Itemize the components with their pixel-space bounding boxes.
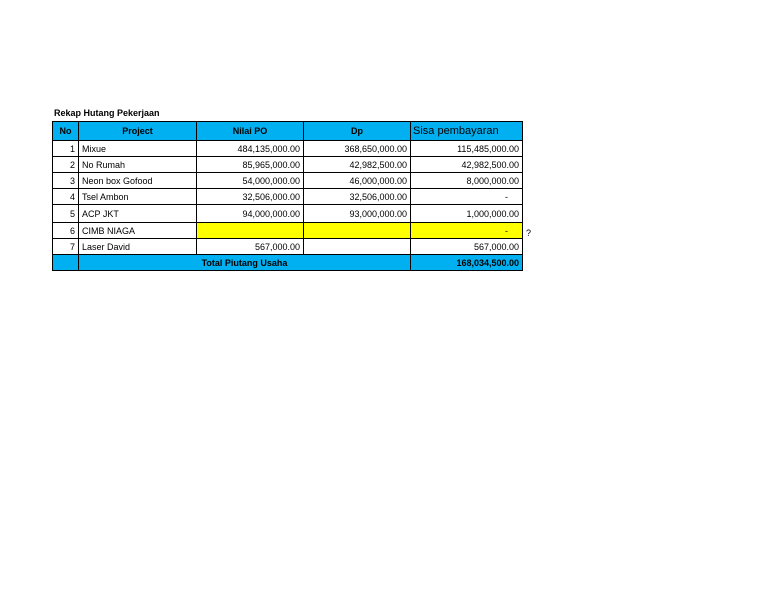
table-row <box>53 173 523 189</box>
cell-project[interactable]: ACP JKT <box>79 205 197 223</box>
cell-nilai-po[interactable]: 85,965,000.00 <box>197 157 304 173</box>
total-row <box>53 255 523 271</box>
table-row <box>53 223 523 239</box>
table-row <box>53 239 523 255</box>
cell-dp[interactable]: 42,982,500.00 <box>304 157 411 173</box>
cell-nilai-po[interactable]: 32,506,000.00 <box>197 189 304 205</box>
cell-no[interactable]: 5 <box>53 205 79 223</box>
cell-dp[interactable] <box>304 239 411 255</box>
total-empty-cell[interactable] <box>53 255 79 271</box>
header-sisa-pembayaran[interactable]: Sisa pembayaran <box>411 122 523 141</box>
table-row <box>53 205 523 223</box>
cell-sisa[interactable]: 567,000.00 <box>411 239 523 255</box>
cell-nilai-po[interactable] <box>197 223 304 239</box>
total-value[interactable]: 168,034,500.00 <box>411 255 523 271</box>
cell-dp[interactable]: 46,000,000.00 <box>304 173 411 189</box>
cell-sisa[interactable]: 115,485,000.00 <box>411 141 523 157</box>
cell-no[interactable]: 1 <box>53 141 79 157</box>
cell-sisa[interactable]: 42,982,500.00 <box>411 157 523 173</box>
cell-project[interactable]: Mixue <box>79 141 197 157</box>
cell-sisa[interactable]: - <box>411 223 523 239</box>
cell-project[interactable]: Laser David <box>79 239 197 255</box>
cell-sisa[interactable]: 8,000,000.00 <box>411 173 523 189</box>
cell-project[interactable]: Tsel Ambon <box>79 189 197 205</box>
cell-dp[interactable]: 32,506,000.00 <box>304 189 411 205</box>
table-row <box>53 189 523 205</box>
cell-no[interactable]: 2 <box>53 157 79 173</box>
cell-nilai-po[interactable]: 94,000,000.00 <box>197 205 304 223</box>
cell-project[interactable]: No Rumah <box>79 157 197 173</box>
cell-dp[interactable]: 93,000,000.00 <box>304 205 411 223</box>
header-project[interactable]: Project <box>79 122 197 141</box>
side-note: ? <box>526 228 532 238</box>
cell-nilai-po[interactable]: 567,000.00 <box>197 239 304 255</box>
cell-dp[interactable] <box>304 223 411 239</box>
total-label[interactable]: Total Piutang Usaha <box>79 255 411 271</box>
cell-no[interactable]: 6 <box>53 223 79 239</box>
header-nilai-po[interactable]: Nilai PO <box>197 122 304 141</box>
cell-project[interactable]: Neon box Gofood <box>79 173 197 189</box>
sheet-title: Rekap Hutang Pekerjaan <box>54 108 160 118</box>
cell-project[interactable]: CIMB NIAGA <box>79 223 197 239</box>
cell-no[interactable]: 4 <box>53 189 79 205</box>
cell-nilai-po[interactable]: 54,000,000.00 <box>197 173 304 189</box>
cell-nilai-po[interactable]: 484,135,000.00 <box>197 141 304 157</box>
header-dp[interactable]: Dp <box>304 122 411 141</box>
cell-sisa[interactable]: 1,000,000.00 <box>411 205 523 223</box>
cell-no[interactable]: 7 <box>53 239 79 255</box>
table-row <box>53 141 523 157</box>
table-row <box>53 157 523 173</box>
debt-recap-table <box>52 121 523 271</box>
cell-dp[interactable]: 368,650,000.00 <box>304 141 411 157</box>
header-no[interactable]: No <box>53 122 79 141</box>
cell-sisa[interactable]: - <box>411 189 523 205</box>
header-row <box>53 122 523 141</box>
cell-no[interactable]: 3 <box>53 173 79 189</box>
